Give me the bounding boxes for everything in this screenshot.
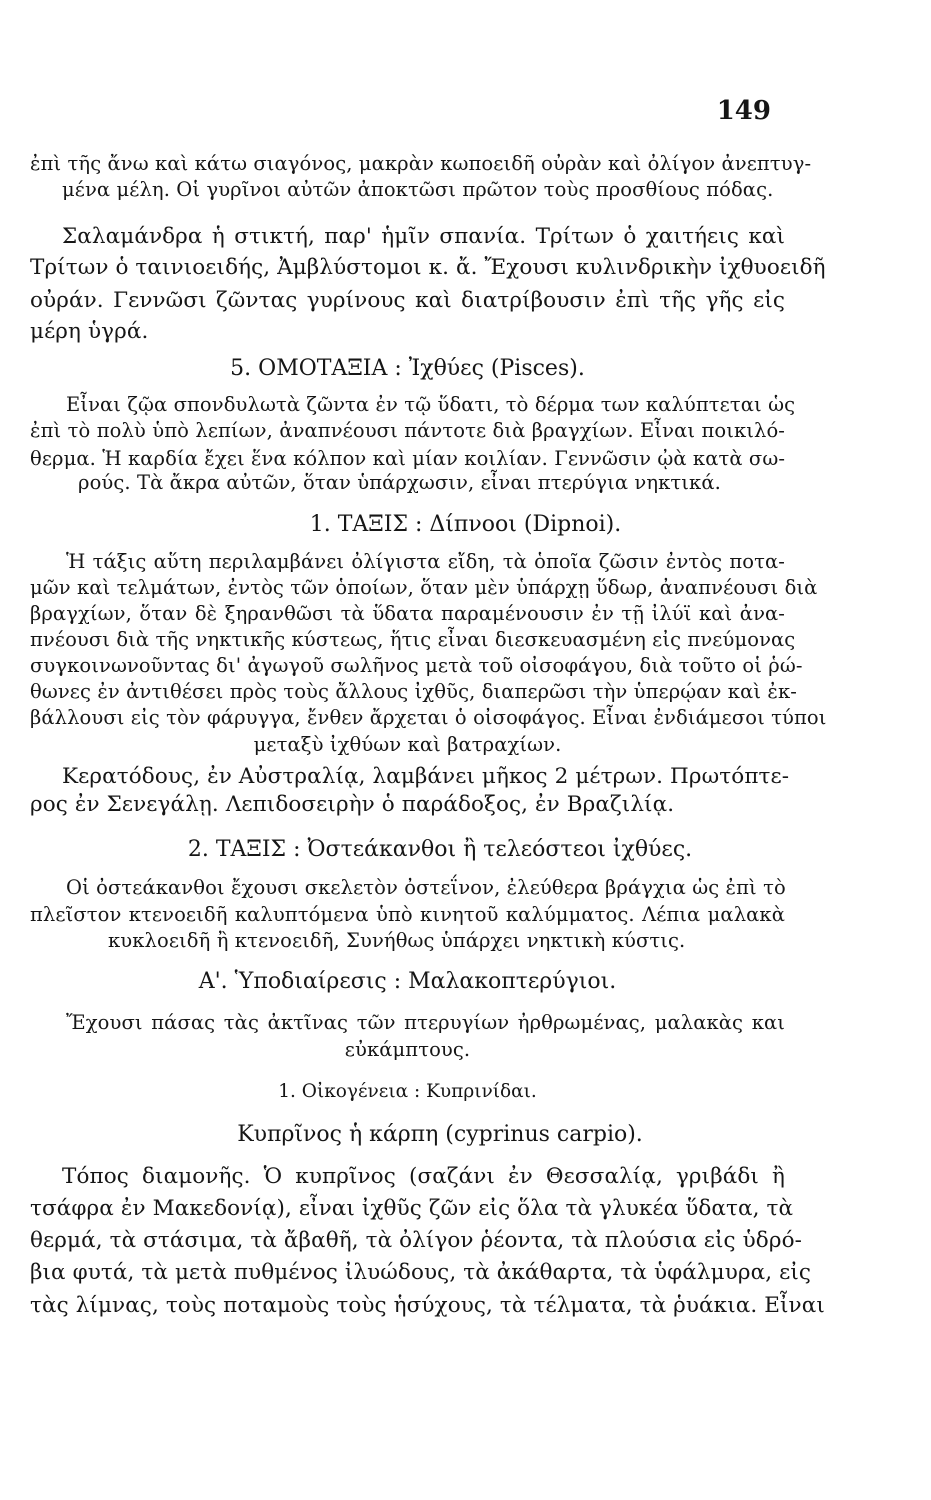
text-line: τσάφρα ἐν Μακεδονίᾳ), εἶναι ἰχθῦς ζῶν εἰς ὅλα τὰ γλυκέα ὕδατα, τὰ <box>30 1196 794 1221</box>
text-line: πνέουσι διὰ τῆς νηκτικῆς κύστεως, ἥτις εἶναι διεσκευασμένη εἰς πνεύμονας <box>30 628 796 651</box>
text-line: Τρίτων ὁ ταινιοειδής, Ἀμβλύστομοι κ. ἄ. Ἔχουσι κυλινδρικὴν ἰχθυοειδῆ <box>30 255 826 280</box>
section-heading: 5. ΟΜΟΤΑΞΙΑ : Ἰχθύες (Pisces). <box>230 356 585 381</box>
section-heading: 1. ΤΑΞΙΣ : Δίπνοοι (Dipnoi). <box>309 512 622 537</box>
text-line: βια φυτά, τὰ μετὰ πυθμένος ἰλυώδους, τὰ ἀκάθαρτα, τὰ ὑφάλμυρα, εἰς <box>30 1260 811 1285</box>
section-heading: Α'. Ὑποδιαίρεσις : Μαλακοπτερύγιοι. <box>198 969 617 994</box>
text-line: οὐράν. Γεννῶσι ζῶντας γυρίνους καὶ διατρίβουσιν ἐπὶ τῆς γῆς εἰς <box>30 288 785 313</box>
text-line: ρος ἐν Σενεγάλῃ. Λεπιδοσειρὴν ὁ παράδοξος, ἐν Βραζιλίᾳ. <box>30 792 675 817</box>
text-line: μεταξὺ ἰχθύων καὶ βατραχίων. <box>253 733 562 756</box>
text-line: μέρη ὑγρά. <box>30 319 149 344</box>
text-line: ἐπὶ τὸ πολὺ ὑπὸ λεπίων, ἀναπνέουσι πάντοτε διὰ βραγχίων. Εἶναι ποικιλό- <box>30 419 785 442</box>
text-line: Τόπος διαμονῆς. Ὁ κυπρῖνος (σαζάνι ἐν Θεσσαλίᾳ, γριβάδι ἢ <box>62 1164 785 1189</box>
section-heading: 2. ΤΑΞΙΣ : Ὀστεάκανθοι ἢ τελεόστεοι ἰχθύες. <box>187 837 693 862</box>
text-line: πλεῖστον κτενοειδῆ καλυπτόμενα ὑπὸ κινητοῦ καλύμματος. Λέπια μαλακὰ <box>30 903 785 926</box>
text-line: τὰς λίμνας, τοὺς ποταμοὺς τοὺς ἡσύχους, τὰ τέλματα, τὰ ῥυάκια. Εἶναι <box>30 1293 825 1318</box>
text-line: Εἶναι ζῷα σπονδυλωτὰ ζῶντα ἐν τῷ ὕδατι, τὸ δέρμα των καλύπτεται ὡς <box>66 393 796 416</box>
text-line: ἐπὶ τῆς ἄνω καὶ κάτω σιαγόνος, μακρὰν κωποειδῆ οὐρὰν καὶ ὀλίγον ἀνεπτυγ- <box>30 152 812 175</box>
text-line: βραγχίων, ὅταν δὲ ξηρανθῶσι τὰ ὕδατα παραμένουσιν ἐν τῇ ἰλύϊ καὶ ἀνα- <box>30 602 785 625</box>
text-line: Ἔχουσι πάσας τὰς ἀκτῖνας τῶν πτερυγίων ἠρθρωμένας, μαλακὰς και <box>66 1011 785 1034</box>
section-heading: 1. Οἰκογένεια : Κυπρινίδαι. <box>278 1081 537 1102</box>
text-line: συγκοινωνοῦντας δι' ἀγωγοῦ σωλῆνος μετὰ τοῦ οἰσοφάγου, διὰ τοῦτο οἱ ῥώ- <box>30 654 803 677</box>
text-line: μῶν καὶ τελμάτων, ἐντὸς τῶν ὁποίων, ὅταν μὲν ὑπάρχῃ ὕδωρ, ἀναπνέουσι διὰ <box>30 576 818 599</box>
text-line: ρούς. Τὰ ἄκρα αὐτῶν, ὅταν ὑπάρχωσιν, εἶναι πτερύγια νηκτικά. <box>78 471 721 494</box>
text-line: κυκλοειδῆ ἢ κτενοειδῆ, Συνήθως ὑπάρχει νηκτικὴ κύστις. <box>108 929 686 952</box>
text-line: Ἡ τάξις αὕτη περιλαμβάνει ὀλίγιστα εἴδη, τὰ ὁποῖα ζῶσιν ἐντὸς ποτα- <box>66 550 785 573</box>
text-line: θωνες ἐν ἀντιθέσει πρὸς τοὺς ἄλλους ἰχθῦς, διαπερῶσι τὴν ὑπερῴαν καὶ ἐκ- <box>30 680 797 703</box>
text-line: εὐκάμπτους. <box>344 1038 471 1061</box>
text-line: βάλλουσι εἰς τὸν φάρυγγα, ἔνθεν ἄρχεται ὁ οἰσοφάγος. Εἶναι ἐνδιάμεσοι τύποι <box>30 706 827 729</box>
page-number: 149 <box>716 96 771 126</box>
section-heading: Κυπρῖνος ἡ κάρπη (cyprinus carpio). <box>237 1122 643 1147</box>
text-line: μένα μέλη. Οἱ γυρῖνοι αὐτῶν ἀποκτῶσι πρῶτον τοὺς προσθίους πόδας. <box>62 178 774 201</box>
text-line: θερμα. Ἡ καρδία ἔχει ἕνα κόλπον καὶ μίαν κοιλίαν. Γεννῶσιν ᾠὰ κατὰ σω- <box>30 447 786 470</box>
text-line: Κερατόδους, ἐν Αὐστραλίᾳ, λαμβάνει μῆκος 2 μέτρων. Πρωτόπτε- <box>62 764 790 789</box>
text-line: θερμά, τὰ στάσιμα, τὰ ἄβαθῆ, τὰ ὀλίγον ῥέοντα, τὰ πλούσια εἰς ὑδρό- <box>30 1228 802 1253</box>
text-line: Σαλαμάνδρα ἡ στικτή, παρ' ἡμῖν σπανία. Τρίτων ὁ χαιτήεις καὶ <box>62 224 785 249</box>
text-line: Οἱ ὀστεάκανθοι ἔχουσι σκελετὸν ὀστεΐνον, ἐλεύθερα βράγχια ὡς ἐπὶ τὸ <box>66 876 786 899</box>
